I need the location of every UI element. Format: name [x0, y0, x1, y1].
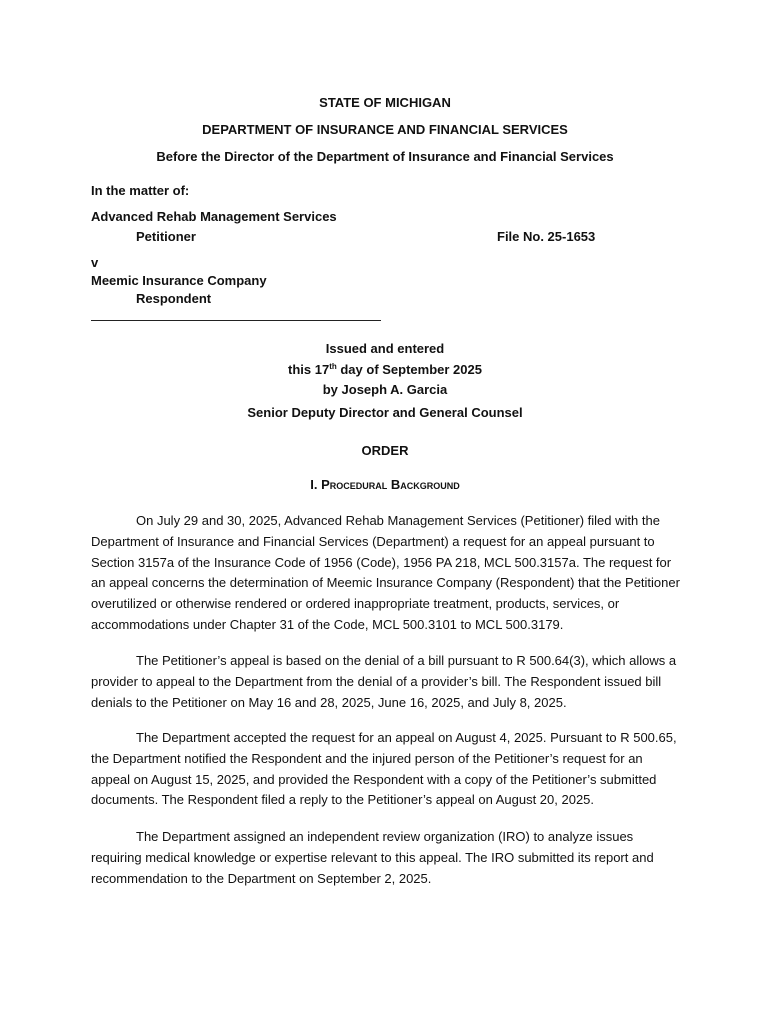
department-heading: DEPARTMENT OF INSURANCE AND FINANCIAL SERVICES [202, 122, 568, 137]
paragraph-4: The Department assigned an independent review organization (IRO) to analyze issues requiring medical knowledge or expertise relevant to this appeal. The IRO submitted its report and recommendation to the Department on September 2, 2025. [91, 829, 654, 886]
file-number: File No. 25-1653 [497, 229, 596, 244]
issued-line: Issued and entered [325, 341, 445, 356]
paragraph-1: On July 29 and 30, 2025, Advanced Rehab Management Services (Petitioner) filed with the Department of Insurance and Financial Services (Department) a request for an appeal pursuant to Section 3157a of the Insurance Code of 1956 (Code), 1956 PA 218, MCL 500.3157a. The request for an appeal concerns the determination of Meemic Insurance Company (Respondent) that the Petitioner overutilized or otherwise rendered or ordered inappropriate treatment, products, services, or accommodations under Chapter 31 of the Code, MCL 500.3101 to MCL 500.3179. [91, 513, 680, 632]
issued-date-line: this 17th day of September 2025 [288, 362, 482, 377]
respondent-name: Meemic Insurance Company [91, 273, 267, 288]
paragraph-2: The Petitioner’s appeal is based on the denial of a bill pursuant to R 500.64(3), which allows a provider to appeal to the Department from the denial of a provider’s bill. The Respondent issued bill denials to the Petitioner on May 16 and 28, 2025, June 16, 2025, and July 8, 2025. [91, 653, 677, 710]
state-heading: STATE OF MICHIGAN [319, 95, 451, 110]
versus-label: v [91, 255, 99, 270]
respondent-role: Respondent [136, 291, 212, 306]
order-title: ORDER [361, 443, 409, 458]
before-director-line: Before the Director of the Department of Insurance and Financial Services [156, 149, 614, 164]
petitioner-name: Advanced Rehab Management Services [91, 209, 337, 224]
caption-divider [91, 320, 381, 321]
petitioner-role: Petitioner [136, 229, 196, 244]
paragraph-3: The Department accepted the request for an appeal on August 4, 2025. Pursuant to R 500.65, the Department notified the Respondent and the injured person of the Petitioner’s request for an appeal on August 15, 2025, and provided the Respondent with a copy of the Petitioner’s submitted documents. The Respondent filed a reply to the Petitioner’s appeal on August 20, 2025. [91, 730, 677, 808]
section-heading: I. Procedural Background [310, 477, 460, 492]
in-the-matter-label: In the matter of: [91, 183, 190, 198]
issued-by-line: by Joseph A. Garcia [322, 382, 448, 397]
issuer-title-line: Senior Deputy Director and General Counsel [247, 405, 523, 420]
